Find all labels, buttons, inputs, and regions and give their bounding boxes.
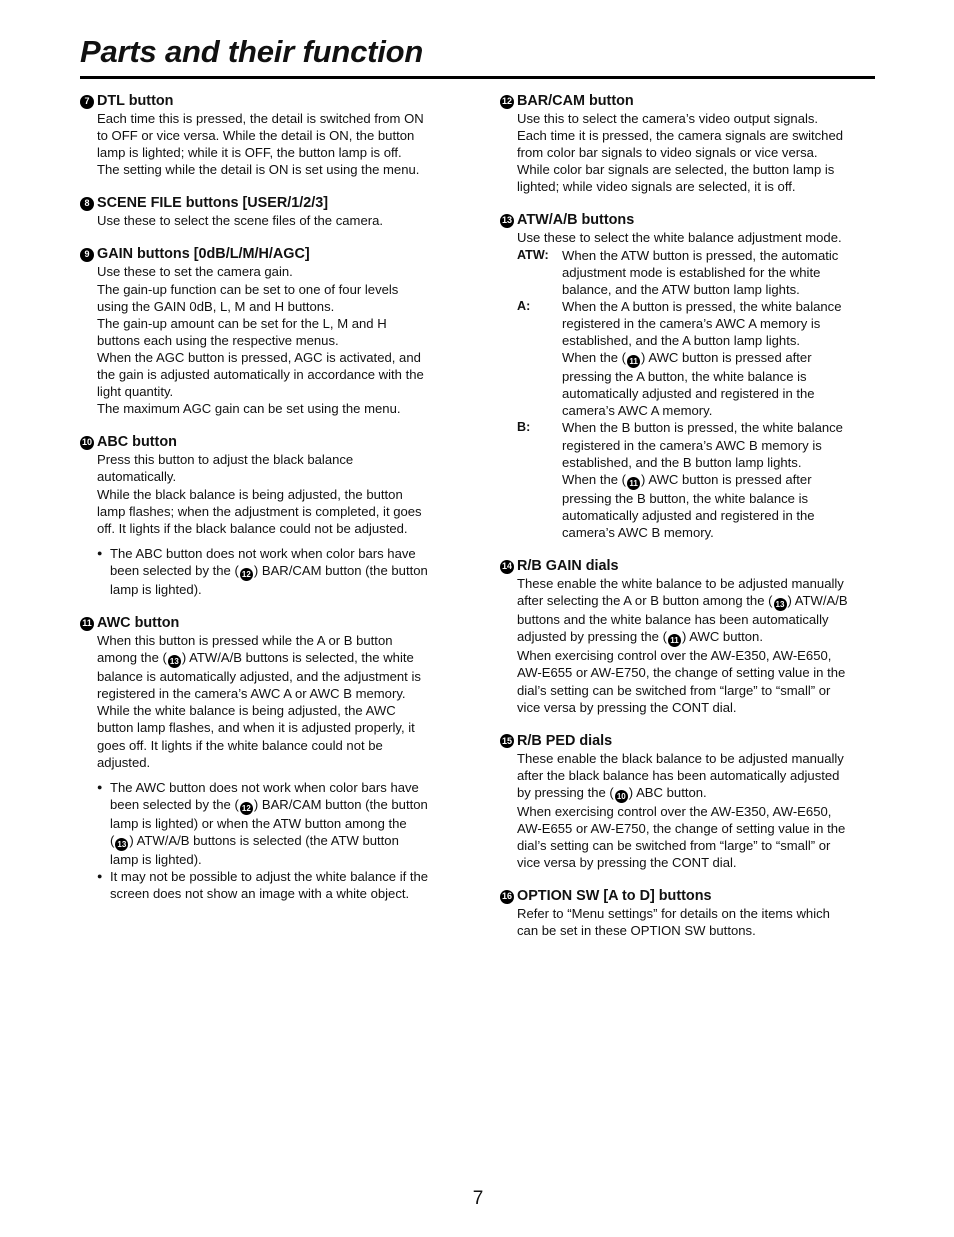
section-body: These enable the white balance to be adjusted manually after selecting the A or B button among the ( 13 ) ATW/A/B buttons and the white balance has been automatically adjusted by pressing the ( 11 ) AWC button. When exercising control over the AW-E350, AW-E650, AW-E655 or AW-E750, the change of setting value in the dial’s setting can be switched from “large” to “small” or vice versa by pressing the CONT dial. xyxy=(517,576,848,715)
page-title: Parts and their function xyxy=(80,34,424,69)
number-8-icon: 8 xyxy=(80,197,94,211)
section-dtl-button xyxy=(80,93,455,178)
section-heading: ABC button xyxy=(97,434,177,451)
section-heading: R/B PED dials xyxy=(517,732,613,749)
number-15-icon: 15 xyxy=(500,734,514,748)
section-heading: DTL button xyxy=(97,93,174,109)
section-bar-cam-button xyxy=(500,93,875,195)
section-abc-button xyxy=(80,434,455,598)
section-body: Each time this is pressed, the detail is switched from ON to OFF or vice versa. While the detail is ON, the button lamp is lighted; while it is OFF, the button lamp is off. The setting while the detail is ON is set using the menu. xyxy=(97,111,424,178)
page-number: 7 xyxy=(472,1188,484,1209)
ref-number-11-icon: 11 xyxy=(627,355,640,368)
section-body: When this button is pressed while the A or B button among the ( 13 ) ATW/A/B buttons is selected, the white balance is automatically adjusted, and the adjustment is registered in the camera’s AWC A or AWC B memory. While the white balance is being adjusted, the AWC button lamp flashes, and when it is adjusted properly, it goes off. It lights if the white balance could not be adjusted. xyxy=(97,633,421,770)
number-16-icon: 16 xyxy=(500,890,514,904)
number-10-icon: 10 xyxy=(80,436,94,450)
note-list xyxy=(97,545,455,598)
number-11-icon: 11 xyxy=(80,617,94,631)
ref-number-13-icon: 13 xyxy=(115,838,128,851)
definition-atw: ATW: When the ATW button is pressed, the automatic adjustment mode is established for the white balance, and the ATW button lamp lights. xyxy=(517,247,839,297)
ref-number-11-icon: 11 xyxy=(627,477,640,490)
section-heading: AWC button xyxy=(97,615,180,632)
section-body: Use this to select the camera’s video output signals. Each time it is pressed, the camera signals are switched from color bar signals to video signals or vice versa. While color bar signals are selected, the button lamp is lighted; while video signals are selected, it is off. xyxy=(517,111,844,195)
section-body: These enable the black balance to be adjusted manually after the black balance has been automatically adjusted by pressing the ( 10 ) ABC button. When exercising control over the AW-E350, AW-E650, AW-E655 or AW-E750, the change of setting value in the dial’s setting can be switched from “large” to “small” or vice versa by pressing the CONT dial. xyxy=(517,750,846,871)
section-body: Use these to select the white balance adjustment mode. xyxy=(517,230,842,246)
title-rule xyxy=(80,76,875,79)
definition-b: B: When the B button is pressed, the white balance registered in the camera’s AWC B memory is established, and the B button lamp lights. When the ( 11 ) AWC button is pressed after pressing the B button, the white balance is automatically adjusted and registered in the camera’s AWC B memory. xyxy=(517,420,843,540)
section-heading: ATW/A/B buttons xyxy=(517,212,635,229)
section-body: Press this button to adjust the black balance automatically. While the black balance is being adjusted, the button lamp flashes; when the adjustment is completed, it goes off. It lights if the black balance could not be adjusted. xyxy=(97,452,422,536)
section-awc-button xyxy=(80,615,455,902)
section-rb-gain-dials xyxy=(500,558,875,716)
definition-list xyxy=(517,247,875,542)
number-14-icon: 14 xyxy=(500,560,514,574)
number-9-icon: 9 xyxy=(80,248,94,262)
ref-number-13-icon: 13 xyxy=(168,655,181,668)
definition-a: A: When the A button is pressed, the white balance registered in the camera’s AWC A memory is established, and the A button lamp lights. When the ( 11 ) AWC button is pressed after pressing the A button, the white balance is automatically adjusted and registered in the camera’s AWC A memory. xyxy=(517,298,842,419)
section-body: Refer to “Menu settings” for details on the items which can be set in these OPTION SW buttons. xyxy=(517,906,830,939)
section-scene-file-buttons xyxy=(80,195,455,229)
ref-number-12-icon: 12 xyxy=(240,802,253,815)
note-list xyxy=(97,779,455,903)
list-item: ● It may not be possible to adjust the white balance if the screen does not show an image with a white object. xyxy=(97,868,455,902)
ref-number-10-icon: 10 xyxy=(615,790,628,803)
section-heading: GAIN buttons [0dB/L/M/H/AGC] xyxy=(97,246,310,263)
section-body: Use these to set the camera gain. The gain-up function can be set to one of four levels using the GAIN 0dB, L, M and H buttons. The gain-up amount can be set for the L, M and H buttons each using the respective menus. When the AGC button is pressed, AGC is activated, and the gain is adjusted automatically in accordance with the light quantity. The maximum AGC gain can be set using the menu. xyxy=(97,264,424,417)
section-heading: OPTION SW [A to D] buttons xyxy=(517,888,712,905)
list-item: ● The ABC button does not work when color bars have been selected by the ( 12 ) BAR/CAM button (the button lamp is lighted). xyxy=(97,545,455,598)
ref-number-13-icon: 13 xyxy=(774,598,787,611)
number-13-icon: 13 xyxy=(500,214,514,228)
section-rb-ped-dials xyxy=(500,733,875,872)
section-body: Use these to select the scene files of the camera. xyxy=(97,213,384,229)
ref-number-12-icon: 12 xyxy=(240,568,253,581)
number-7-icon: 7 xyxy=(80,95,94,109)
left-column xyxy=(80,93,455,919)
section-option-sw-buttons xyxy=(500,888,875,939)
section-heading: R/B GAIN dials xyxy=(517,558,619,575)
ref-number-11-icon: 11 xyxy=(668,634,681,647)
section-gain-buttons xyxy=(80,246,455,417)
list-item: ● The AWC button does not work when color bars have been selected by the ( 12 ) BAR/CAM button (the button lamp is lighted) or when the ATW button among the ( 13 ) ATW/A/B buttons is selected (the ATW button lamp is lighted). xyxy=(97,779,455,868)
section-atw-a-b-buttons xyxy=(500,212,875,541)
section-heading: BAR/CAM button xyxy=(517,93,634,109)
section-heading: SCENE FILE buttons [USER/1/2/3] xyxy=(97,195,329,212)
right-column xyxy=(500,93,875,957)
number-12-icon: 12 xyxy=(500,95,514,109)
